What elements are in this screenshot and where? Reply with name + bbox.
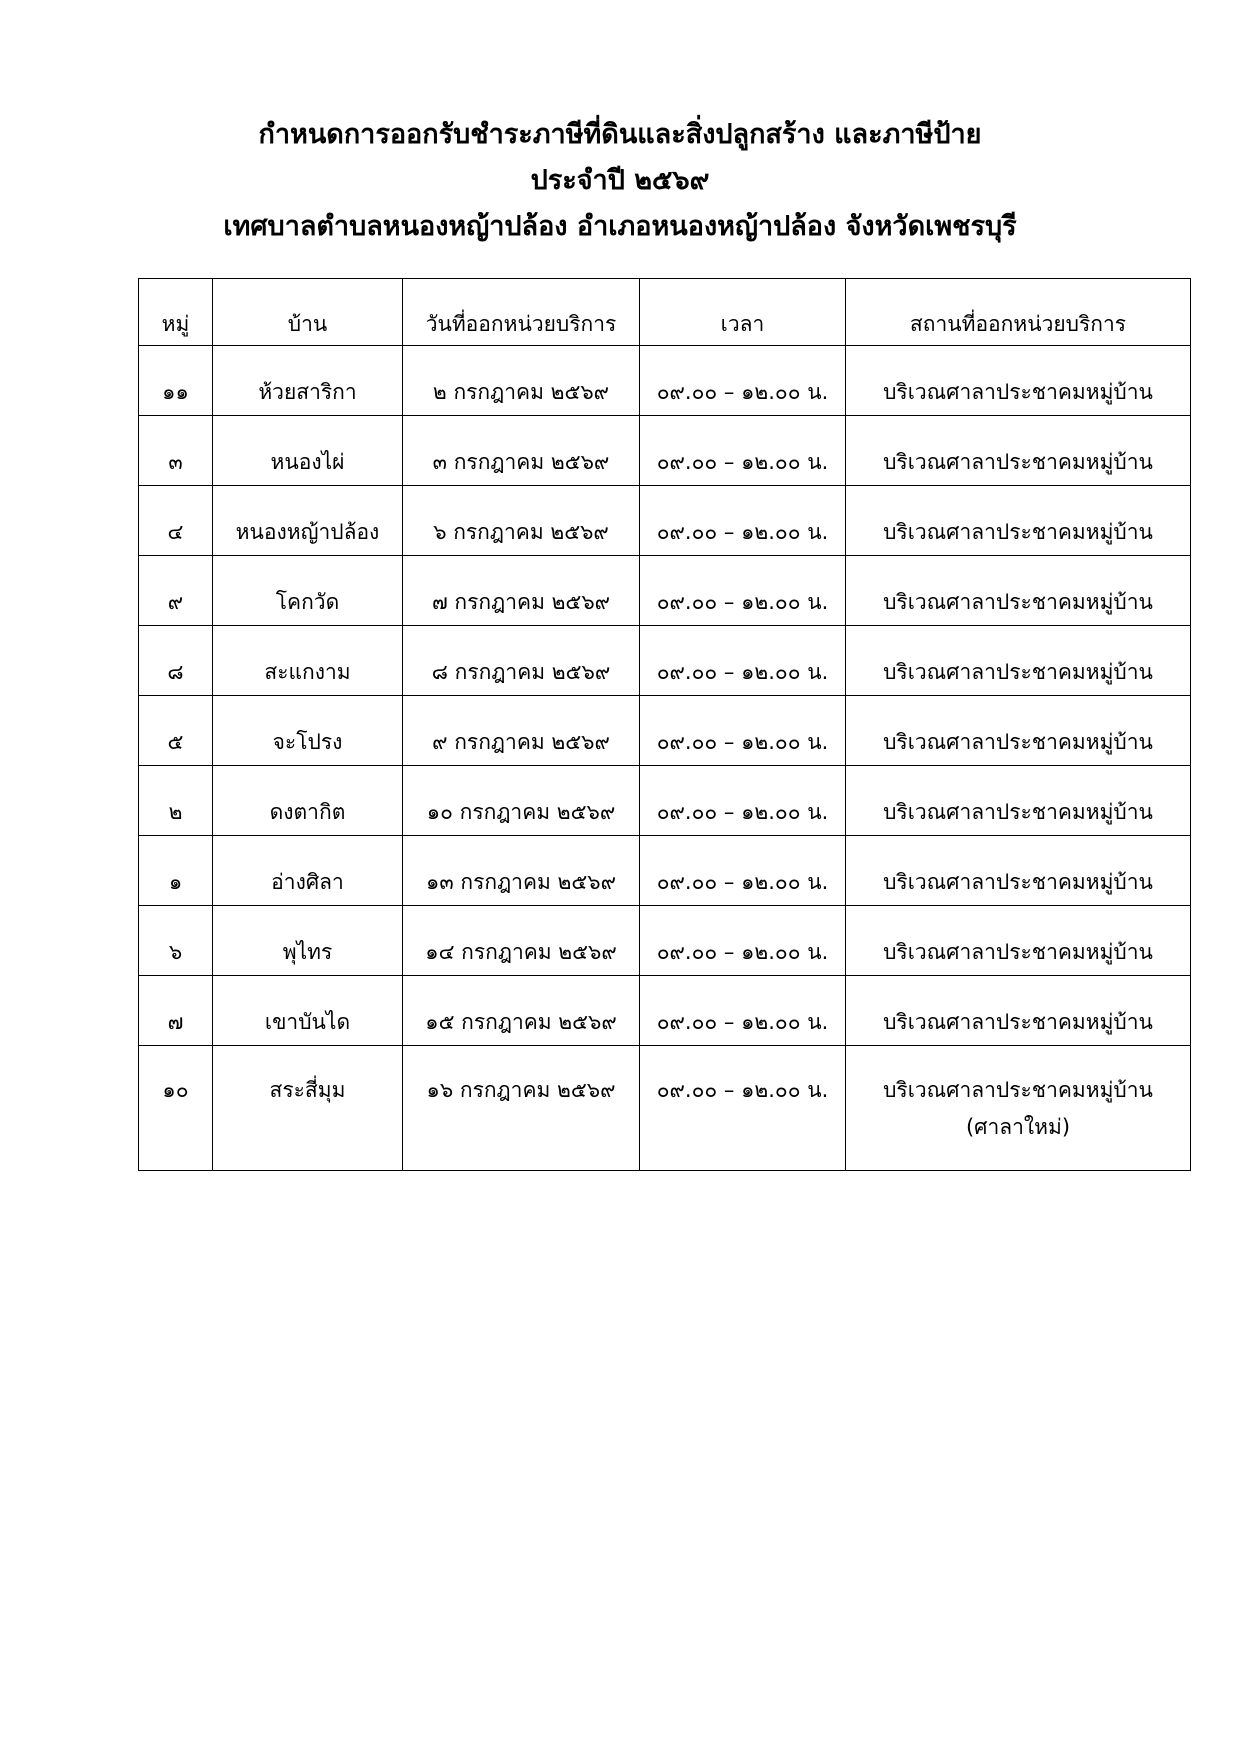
document-title: กำหนดการออกรับชำระภาษีที่ดินและสิ่งปลูกสร้าง และภาษีป้าย: [258, 119, 982, 150]
column-header-date: วันที่ออกหน่วยบริการ: [403, 279, 640, 346]
cell-time: ๐๙.๐๐ – ๑๒.๐๐ น.: [640, 836, 846, 906]
cell-moo: ๒: [139, 766, 213, 836]
cell-village: โคกวัด: [213, 556, 403, 626]
cell-time: ๐๙.๐๐ – ๑๒.๐๐ น.: [640, 626, 846, 696]
cell-date: ๙ กรกฎาคม ๒๕๖๙: [403, 696, 640, 766]
cell-moo: ๕: [139, 696, 213, 766]
cell-time: ๐๙.๐๐ – ๑๒.๐๐ น.: [640, 416, 846, 486]
cell-date: ๑๔ กรกฎาคม ๒๕๖๙: [403, 906, 640, 976]
cell-village: หนองหญ้าปล้อง: [213, 486, 403, 556]
document-year: ประจำปี ๒๕๖๙: [530, 165, 710, 196]
cell-village: สระสี่มุม: [213, 1046, 403, 1171]
cell-time: ๐๙.๐๐ – ๑๒.๐๐ น.: [640, 976, 846, 1046]
cell-village: อ่างศิลา: [213, 836, 403, 906]
cell-date: ๖ กรกฎาคม ๒๕๖๙: [403, 486, 640, 556]
cell-time: ๐๙.๐๐ – ๑๒.๐๐ น.: [640, 1046, 846, 1171]
cell-place: บริเวณศาลาประชาคมหมู่บ้าน: [846, 416, 1191, 486]
cell-village: ห้วยสาริกา: [213, 346, 403, 416]
cell-moo: ๓: [139, 416, 213, 486]
table-row: [139, 486, 1191, 556]
table-row: [139, 766, 1191, 836]
cell-village: เขาบันได: [213, 976, 403, 1046]
cell-moo: ๙: [139, 556, 213, 626]
table-header-row: [139, 279, 1191, 346]
cell-time: ๐๙.๐๐ – ๑๒.๐๐ น.: [640, 766, 846, 836]
cell-date: ๗ กรกฎาคม ๒๕๖๙: [403, 556, 640, 626]
table-row: [139, 976, 1191, 1046]
cell-place: บริเวณศาลาประชาคมหมู่บ้าน: [846, 556, 1191, 626]
cell-place: บริเวณศาลาประชาคมหมู่บ้าน: [846, 346, 1191, 416]
cell-place: บริเวณศาลาประชาคมหมู่บ้าน: [846, 976, 1191, 1046]
cell-date: ๓ กรกฎาคม ๒๕๖๙: [403, 416, 640, 486]
place-note: (ศาลาใหม่): [965, 1115, 1071, 1139]
cell-place: บริเวณศาลาประชาคมหมู่บ้าน: [846, 486, 1191, 556]
table-row: [139, 906, 1191, 976]
cell-place: บริเวณศาลาประชาคมหมู่บ้าน: [846, 626, 1191, 696]
cell-moo: ๑๐: [139, 1046, 213, 1171]
cell-moo: ๔: [139, 486, 213, 556]
cell-time: ๐๙.๐๐ – ๑๒.๐๐ น.: [640, 556, 846, 626]
cell-moo: ๘: [139, 626, 213, 696]
schedule-table: [138, 278, 1191, 1171]
cell-date: ๘ กรกฎาคม ๒๕๖๙: [403, 626, 640, 696]
cell-village: ดงตากิต: [213, 766, 403, 836]
cell-place: บริเวณศาลาประชาคมหมู่บ้าน: [846, 836, 1191, 906]
cell-place: บริเวณศาลาประชาคมหมู่บ้าน: [846, 766, 1191, 836]
cell-moo: ๑: [139, 836, 213, 906]
cell-village: หนองไผ่: [213, 416, 403, 486]
table-row: [139, 556, 1191, 626]
table-row: [139, 346, 1191, 416]
cell-village: จะโปรง: [213, 696, 403, 766]
cell-place: บริเวณศาลาประชาคมหมู่บ้าน: [846, 906, 1191, 976]
cell-moo: ๖: [139, 906, 213, 976]
cell-village: สะแกงาม: [213, 626, 403, 696]
table-row: [139, 696, 1191, 766]
cell-date: ๑๓ กรกฎาคม ๒๕๖๙: [403, 836, 640, 906]
cell-date: ๒ กรกฎาคม ๒๕๖๙: [403, 346, 640, 416]
column-header-village: บ้าน: [213, 279, 403, 346]
table-row: [139, 626, 1191, 696]
document-organization: เทศบาลตำบลหนองหญ้าปล้อง อำเภอหนองหญ้าปล้อง จังหวัดเพชรบุรี: [223, 211, 1017, 242]
table-row: [139, 416, 1191, 486]
place-text: บริเวณศาลาประชาคมหมู่บ้าน: [883, 1078, 1153, 1102]
table-row: [139, 836, 1191, 906]
cell-place: [846, 1046, 1191, 1171]
cell-place: บริเวณศาลาประชาคมหมู่บ้าน: [846, 696, 1191, 766]
cell-village: พุไทร: [213, 906, 403, 976]
cell-date: ๑๕ กรกฎาคม ๒๕๖๙: [403, 976, 640, 1046]
table-row: [139, 1046, 1191, 1171]
cell-time: ๐๙.๐๐ – ๑๒.๐๐ น.: [640, 906, 846, 976]
column-header-time: เวลา: [640, 279, 846, 346]
cell-time: ๐๙.๐๐ – ๑๒.๐๐ น.: [640, 346, 846, 416]
cell-time: ๐๙.๐๐ – ๑๒.๐๐ น.: [640, 696, 846, 766]
column-header-place: สถานที่ออกหน่วยบริการ: [846, 279, 1191, 346]
cell-date: ๑๖ กรกฎาคม ๒๕๖๙: [403, 1046, 640, 1171]
cell-time: ๐๙.๐๐ – ๑๒.๐๐ น.: [640, 486, 846, 556]
document-header: [0, 112, 1240, 250]
cell-moo: ๑๑: [139, 346, 213, 416]
column-header-moo: หมู่: [139, 279, 213, 346]
cell-moo: ๗: [139, 976, 213, 1046]
cell-date: ๑๐ กรกฎาคม ๒๕๖๙: [403, 766, 640, 836]
